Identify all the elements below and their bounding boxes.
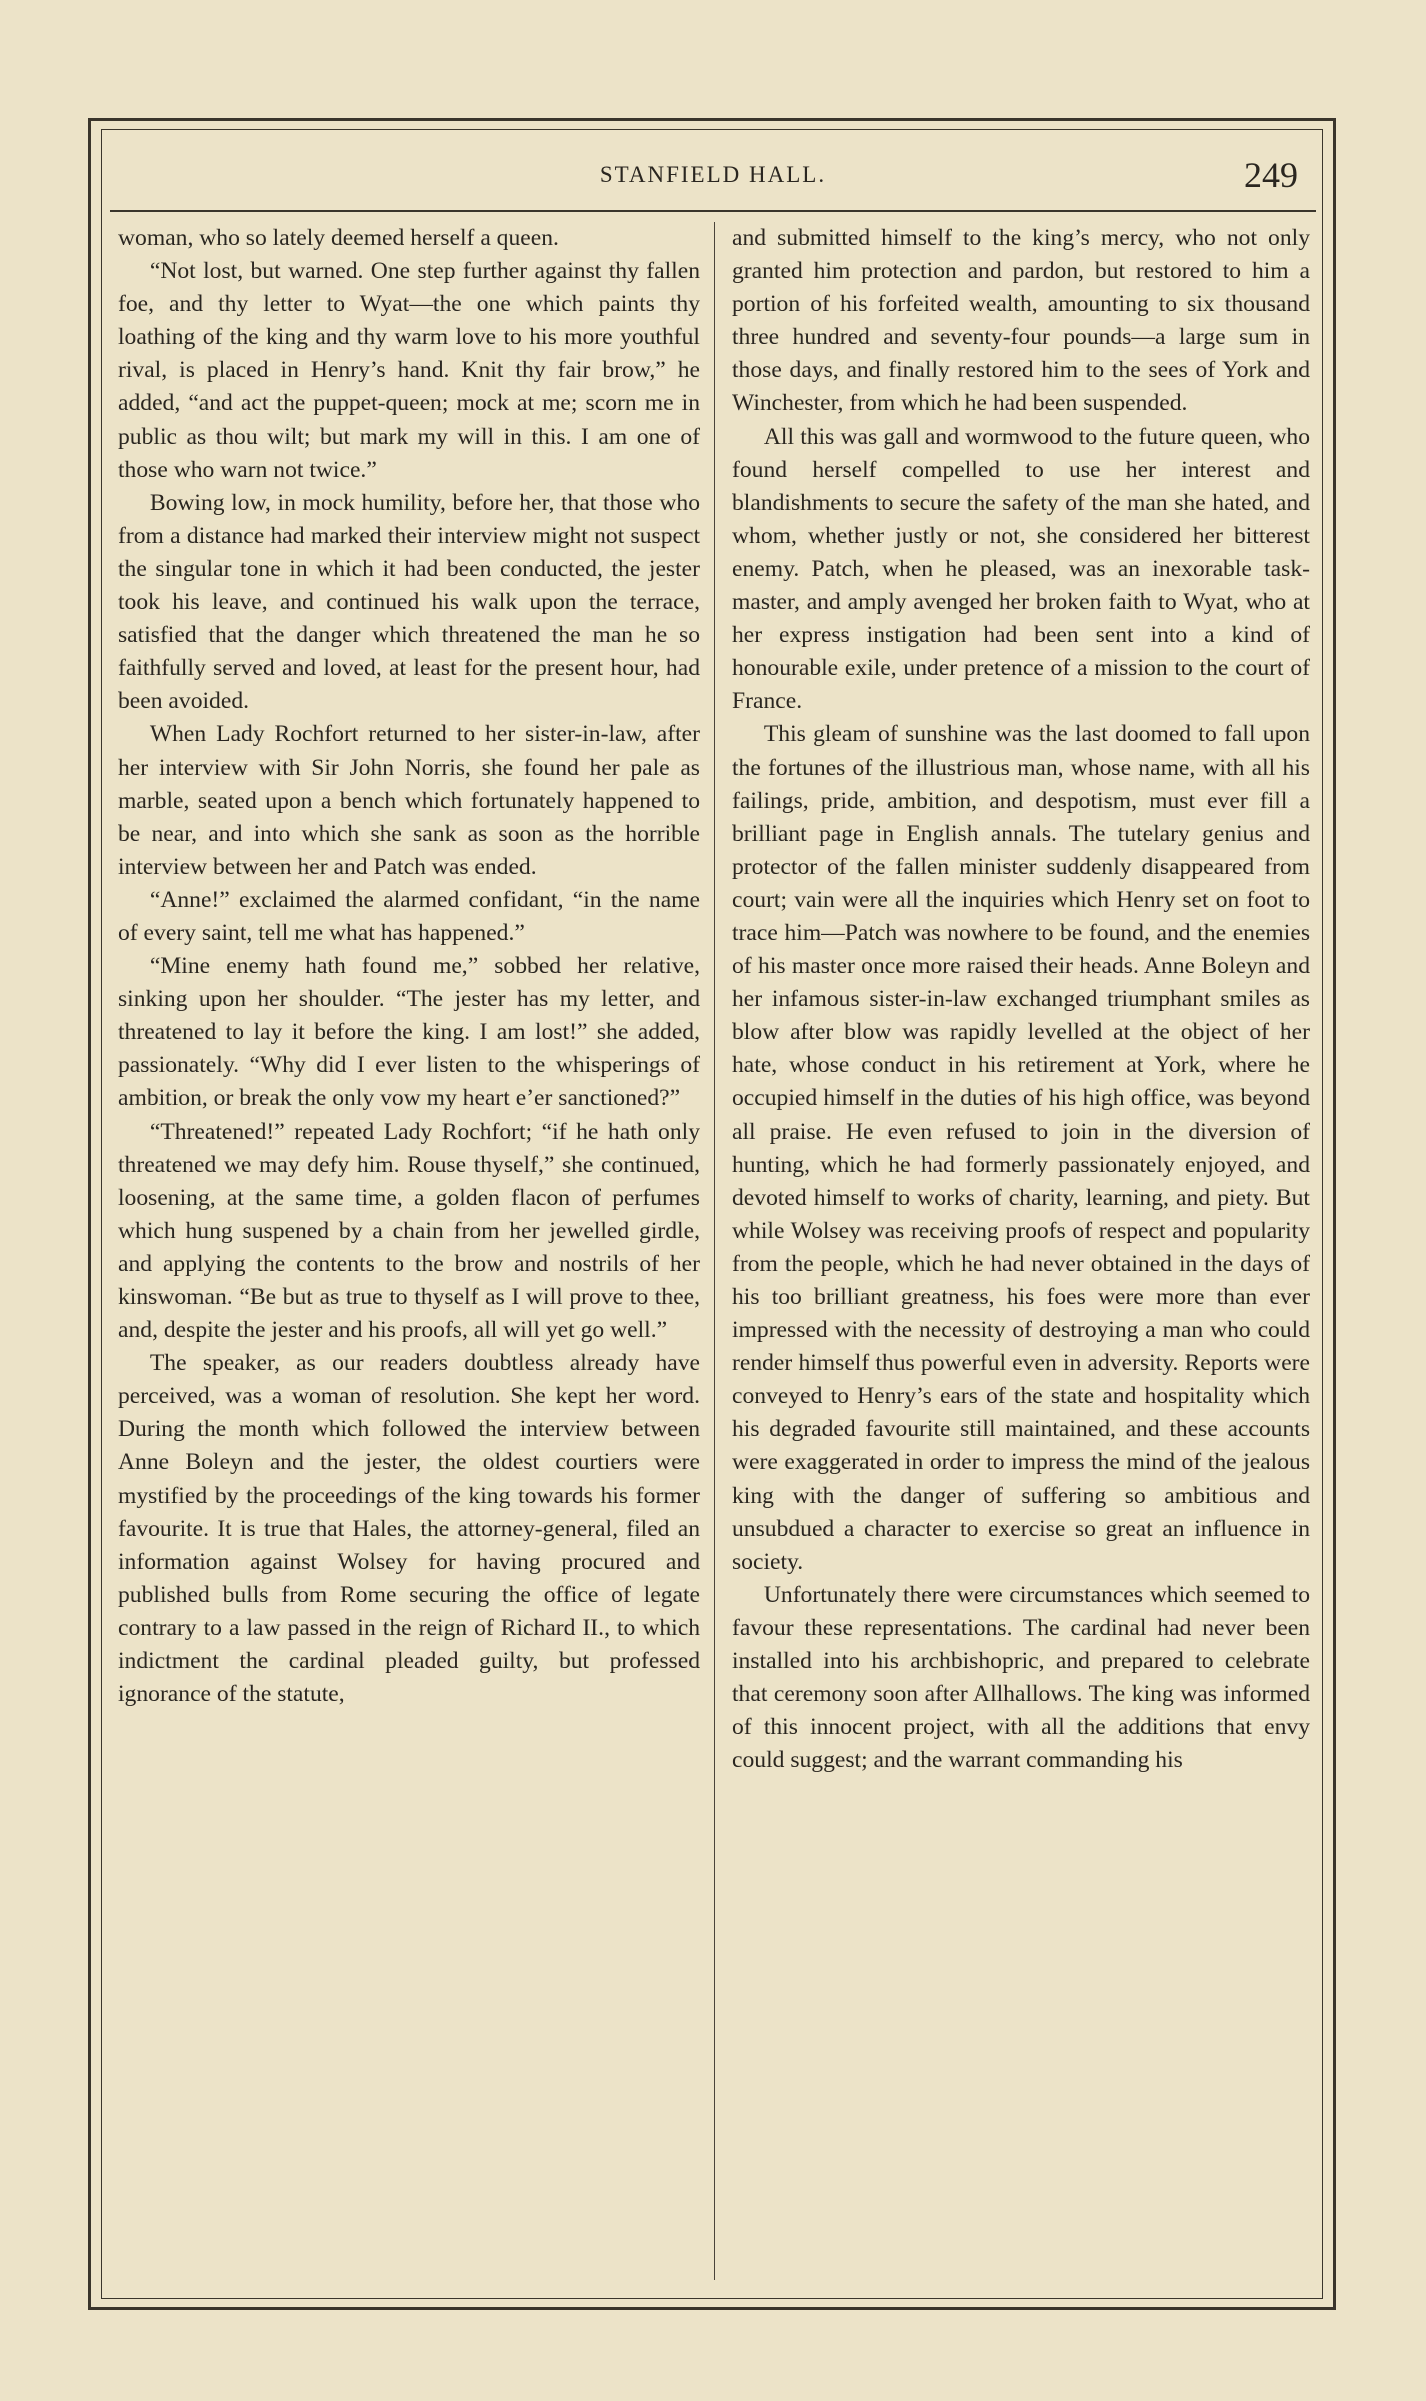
right-column xyxy=(732,222,1310,2282)
paragraph: woman, who so lately deemed herself a queen. xyxy=(118,225,559,251)
running-header xyxy=(110,150,1316,200)
header-rule xyxy=(110,210,1316,212)
paragraph: “Mine enemy hath found me,” sobbed her relative, sinking upon her shoulder. “The jester has my letter, and threatened to lay it before the king. I am lost!” she added, passionately. “Why did I ever listen to the whisperings of ambition, or break the only vow my heart e’er sanctioned?” xyxy=(118,953,700,1112)
paragraph: This gleam of sunshine was the last doomed to fall upon the fortunes of the illustrious man, whose name, with all his failings, pride, ambition, and despotism, must ever fill a brilliant page in English annals. The tutelary genius and protector of the fallen minister suddenly disappeared from court; vain were all the inquiries which Henry set on foot to trace him—Patch was nowhere to be found, and the enemies of his master once more raised their heads. Anne Boleyn and her infamous sister-in-law exchanged triumphant smiles as blow after blow was rapidly levelled at the object of her hate, whose conduct in his retirement at York, where he occupied himself in the duties of his high office, was beyond all praise. He even refused to join in the diversion of hunting, which he had formerly passionately enjoyed, and devoted himself to works of charity, learning, and piety. But while Wolsey was receiving proofs of respect and popularity from the people, which he had never obtained in the days of his too brilliant greatness, his foes were more than ever impressed with the necessity of destroying a man who could render himself thus powerful even in adversity. Reports were conveyed to Henry’s ears of the state and hospitality which his degraded favourite still maintained, and these accounts were exaggerated in order to impress the mind of the jealous king with the danger of suffering so ambitious and unsubdued a character to exercise so great an influence in society. xyxy=(732,721,1310,1575)
paragraph: Bowing low, in mock humility, before her, that those who from a distance had marked their interview might not suspect the singular tone in which it had been conducted, the jester took his leave, and continued his walk upon the terrace, satisfied that the danger which threatened the man he so faithfully served and loved, at least for the present hour, had been avoided. xyxy=(118,489,700,715)
paragraph: Unfortunately there were circumstances which seemed to favour these representations. The cardinal had never been installed into his archbishopric, and prepared to celebrate that ceremony soon after Allhallows. The king was informed of this innocent project, with all the additions that envy could suggest; and the warrant commanding his xyxy=(732,1581,1310,1774)
page-top-margin xyxy=(0,0,1426,112)
column-divider xyxy=(714,222,715,2280)
paragraph: “Anne!” exclaimed the alarmed confidant, “in the name of every saint, tell me what has happened.” xyxy=(118,886,700,946)
paragraph: All this was gall and wormwood to the future queen, who found herself compelled to use her interest and blandishments to secure the safety of the man she hated, and whom, whether justly or not, she considered her bitterest enemy. Patch, when he pleased, was an inexorable task-master, and amply avenged her broken faith to Wyat, who at her express instigation had been sent into a kind of honourable exile, under pretence of a mission to the court of France. xyxy=(732,423,1310,715)
paragraph: “Not lost, but warned. One step further against thy fallen foe, and thy letter to Wyat—the one which paints thy loathing of the king and thy warm love to his more youthful rival, is placed in Henry’s hand. Knit thy fair brow,” he added, “and act the puppet-queen; mock at me; scorn me in public as thou wilt; but mark my will in this. I am one of those who warn not twice.” xyxy=(118,258,700,483)
paragraph: The speaker, as our readers doubtless already have perceived, was a woman of resolution. She kept her word. During the month which followed the interview between Anne Boleyn and the jester, the oldest courtiers were mystified by the proceedings of the king towards his former favourite. It is true that Hales, the attorney-general, filed an information against Wolsey for having procured and published bulls from Rome securing the office of legate contrary to a law passed in the reign of Richard II., to which indictment the cardinal pleaded guilty, but professed ignorance of the statute, xyxy=(118,1350,700,1708)
running-title: STANFIELD HALL. xyxy=(599,162,827,187)
paragraph: and submitted himself to the king’s mercy, who not only granted him protection and pardon, but restored to him a portion of his forfeited wealth, amounting to six thousand three hundred and seventy-four pounds—a large sum in those days, and finally restored him to the sees of York and Winchester, from which he had been suspended. xyxy=(732,225,1310,417)
page-number: 249 xyxy=(1244,155,1298,195)
left-column xyxy=(118,222,700,2282)
paragraph: “Threatened!” repeated Lady Rochfort; “if he hath only threatened we may defy him. Rouse thyself,” she continued, loosening, at the same time, a golden flacon of perfumes which hung suspened by a chain from her jewelled girdle, and applying the contents to the brow and nostrils of her kinswoman. “Be but as true to thyself as I will prove to thee, and, despite the jester and his proofs, all will yet go well.” xyxy=(118,1118,700,1344)
paragraph: When Lady Rochfort returned to her sister-in-law, after her interview with Sir John Norris, she found her pale as marble, seated upon a bench which fortunately happened to be near, and into which she sank as soon as the horrible interview between her and Patch was ended. xyxy=(118,721,700,880)
